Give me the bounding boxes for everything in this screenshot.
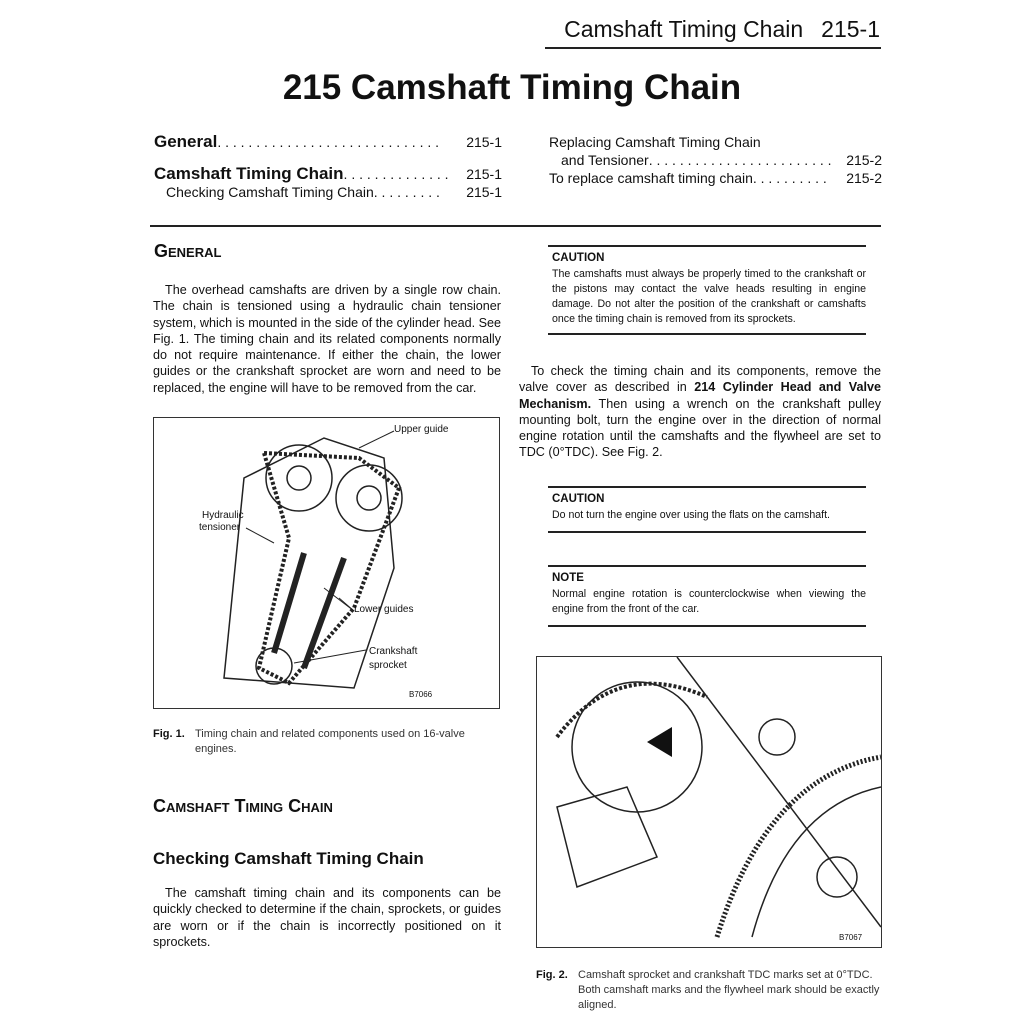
toc-item[interactable]: To replace camshaft timing chain . . . . . . . . . . 215-2 <box>549 170 882 186</box>
toc-right <box>549 133 882 187</box>
figure-1-caption: Fig. 1. Timing chain and related components used on 16-valve engines. <box>153 728 465 755</box>
caution-rule <box>548 333 866 335</box>
label-lower-guides: Lower guides <box>354 604 414 615</box>
figure-code: B7066 <box>409 690 433 699</box>
toc-left <box>154 133 502 201</box>
figure-2 <box>536 656 882 948</box>
general-body: The overhead camshafts are driven by a single row chain. The chain is tensioned using a hydraulic chain tensioner system, which is mounted in the side of the cylinder head. See Fig. 1. The timing chain and its related components normally do not require maintenance. If either the chain, the lower guides or the crankshaft sprocket are worn and need to be replaced, the engine will have to be removed from the car. <box>153 283 501 395</box>
tdc-marks-illustration <box>537 657 881 947</box>
checking-subheading: Checking Camshaft Timing Chain <box>153 849 424 868</box>
caution-rule <box>548 531 866 533</box>
figure-code: B7067 <box>839 933 863 942</box>
caution-box-2: CAUTION Do not turn the engine over using the flats on the camshaft. <box>552 493 830 521</box>
check-body: To check the timing chain and its components, remove the valve cover as described in 214 Cylinder Head and Valve Mechanism. Then using a wrench on the crankshaft pulley mounting bolt, turn the engine over in the direction of normal engine rotation until the camshafts and the flywheel are set to TDC (0°TDC). See Fig. 2. <box>519 364 882 460</box>
toc-rule <box>150 225 881 227</box>
running-head <box>546 16 880 43</box>
checking-body: The camshaft timing chain and its components can be quickly checked to determine if the chain, sprockets, or guides are worn or if the chain is incorrectly positioned on it sprockets. <box>153 886 501 949</box>
running-head-page: 215-1 <box>821 16 880 42</box>
note-box: NOTE Normal engine rotation is counterclockwise when viewing the engine from the front of the car. <box>552 572 866 615</box>
general-heading: General <box>154 241 222 261</box>
caution-rule <box>548 486 866 488</box>
header-rule <box>545 47 881 49</box>
note-rule <box>548 565 866 567</box>
caution-box-1: CAUTION The camshafts must always be properly timed to the crankshaft or the pistons may contact the valve heads resulting in engine damage. Do not alter the position of the crankshaft or camshafts once the timing chain is removed from its sprockets. <box>552 252 866 325</box>
toc-item[interactable]: General . . . . . . . . . . . . . . . . . . . . . . . . . . . . . 215-1 <box>154 132 502 151</box>
figure-1 <box>153 417 500 709</box>
label-crankshaft: Crankshaft <box>369 646 418 657</box>
running-head-title: Camshaft Timing Chain <box>564 16 804 42</box>
label-tensioner: Hydraulic <box>202 510 244 521</box>
toc-item[interactable]: Camshaft Timing Chain . . . . . . . . . . . . . . 215-1 <box>154 164 502 183</box>
timing-chain-illustration <box>154 418 499 708</box>
label-sprocket: sprocket <box>369 660 407 671</box>
label-upper-guide: Upper guide <box>394 424 449 435</box>
toc-item[interactable]: Replacing Camshaft Timing Chain <box>549 134 761 150</box>
toc-item[interactable]: Checking Camshaft Timing Chain . . . . . . . . . 215-1 <box>166 184 502 200</box>
figure-2-caption: Fig. 2. Camshaft sprocket and crankshaft TDC marks set at 0°TDC. Both camshaft marks and the flywheel mark should be exactly aligned. <box>536 969 880 1011</box>
arrow-icon <box>647 727 672 757</box>
chain-heading: Camshaft Timing Chain <box>153 796 333 816</box>
note-rule <box>548 625 866 627</box>
page-title: 215 Camshaft Timing Chain <box>282 68 742 107</box>
label-tensioner-2: tensioner <box>199 522 241 533</box>
toc-item[interactable]: and Tensioner . . . . . . . . . . . . . . . . . . . . . . . . 215-2 <box>561 152 882 168</box>
caution-rule <box>548 245 866 247</box>
